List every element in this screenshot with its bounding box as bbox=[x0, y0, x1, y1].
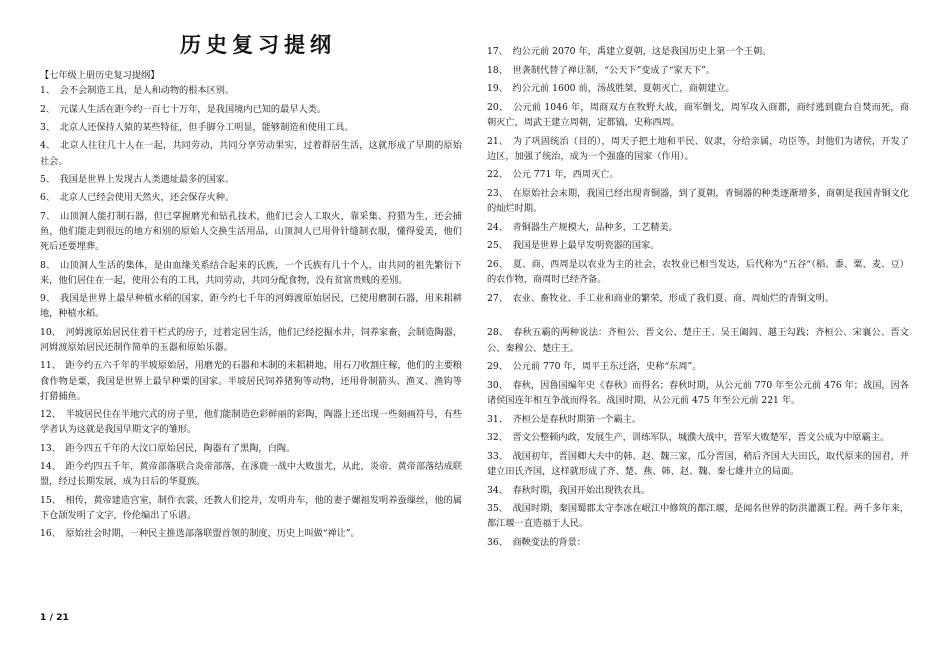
list-item: 19、 约公元前 1600 前，汤战胜桀，夏朝灭亡，商朝建立。 bbox=[487, 83, 735, 95]
list-item: 29、 公元前 770 年，周平王东迁洛，史称“东周”。 bbox=[487, 361, 702, 373]
list-item: 16、 原始社会时期，一种民主推选部落联盟首领的制度，历史上叫做“禅让”。 bbox=[40, 528, 360, 540]
list-item: 26、 夏、商、西周是以农业为主的社会，农牧业已相当发达，后代称为“五谷“（稻、黍、粟、麦、豆）的农作物，商周时已经齐备。 bbox=[487, 258, 909, 286]
right-item-list-a bbox=[487, 44, 909, 306]
list-item: 14、 距今约四五千年，黄帝部落联合炎帝部落，在涿鹿一战中大败蚩尤，从此，炎帝、黄帝部落结成联盟，经过长期发展，成为日后的华夏族。 bbox=[40, 461, 462, 488]
list-item: 31、 齐桓公是春秋时期第一个霸主。 bbox=[487, 413, 642, 425]
list-item: 27、 农业、畜牧业、手工业和商业的繁荣，形成了我们夏、商、周灿烂的青铜文明。 bbox=[487, 292, 835, 304]
list-item: 8、 山顶洞人生活的集体，是由血缘关系结合起来的氏族，一个氏族有几十个人，由共同的祖先繁衍下来，他们居住在一起，使用公有的工具，共同劳动，共同分配食物，没有贫富贵贱的差别。 bbox=[40, 259, 462, 286]
list-item: 13、 距今四五千年的大汶口原始居民，陶器有了黑陶，白陶。 bbox=[40, 442, 296, 454]
list-item: 10、 河姆渡原始居民住着干栏式的房子，过着定居生活，他们已经挖掘水井，饲养家畜，会制造陶器，河姆渡原始居民还制作简单的玉器和原始乐器。 bbox=[40, 326, 462, 353]
list-item: 28、 春秋五霸的两种说法：齐桓公、晋文公、楚庄王、吴王阖闾、越王勾践；齐桓公、宋襄公、晋文公、秦穆公、楚庄王。 bbox=[487, 327, 909, 354]
list-item: 30、 春秋，因鲁国编年史《春秋》而得名；春秋时期，从公元前 770 年至公元前 476 年；战国，因各诸侯国连年相互争战而得名。战国时期，从公元前 475 年至公元前 221 年。 bbox=[487, 379, 909, 406]
list-item: 24、 青铜器生产规模大，品种多，工艺精美。 bbox=[487, 221, 678, 233]
list-item: 21、 为了巩固统治（目的），周天子把土地和平民、奴隶，分给亲属，功臣等，封他们为诸侯，开发了边区，加强了统治，成为一个强盛的国家（作用）。 bbox=[487, 135, 909, 162]
list-item: 7、 山顶洞人能打制石器，但已掌握磨光和钻孔技术，他们已会人工取火，靠采集、狩猎为生，还会捕鱼，他们能走到很远的地方和别的原始人交换生活用品，山顶洞人已用骨针缝制衣服，懂得爱美，他们死后还要埋葬。 bbox=[40, 210, 462, 253]
list-item: 35、 战国时期，秦国蜀郡太守李冰在岷江中修筑的都江堰，是闻名世界的防洪灌溉工程。两千多年来，都江堰一直造福于人民。 bbox=[487, 503, 909, 530]
list-item: 34、 春秋时期，我国开始出现铁农具。 bbox=[487, 484, 651, 496]
list-item: 20、 公元前 1046 年，周商双方在牧野大战，商军倒戈，周军攻入商都，商纣逃到鹿台自焚而死，商朝灭亡，周武王建立周朝，定都镐，史称西周。 bbox=[487, 101, 909, 128]
left-column bbox=[40, 0, 462, 545]
list-item: 15、 相传，黄帝建造宫室，制作衣裳，还教人们挖井，发明舟车，他的妻子嫘祖发明养蚕缫丝，他的属下仓颉发明了文字，伶伦编出了乐谱。 bbox=[40, 494, 462, 521]
list-item: 6、 北京人已经会使用天然火，还会保存火种。 bbox=[40, 192, 235, 204]
list-item: 2、 元谋人生活在距今约一百七十万年，是我国境内已知的最早人类。 bbox=[40, 103, 327, 115]
list-item: 1、 会不会制造工具，是人和动物的根本区别。 bbox=[40, 85, 235, 97]
list-item: 5、 我国是世界上发现古人类遗址最多的国家。 bbox=[40, 173, 235, 185]
right-column bbox=[487, 44, 909, 554]
list-item: 17、 约公元前 2070 年，禹建立夏朝，这是我国历史上第一个王朝。 bbox=[487, 46, 772, 57]
list-item: 11、 距今约五六千年的半坡原始居，用磨光的石器和木制的耒耜耕地，用石刀收割庄稼，他们的主要粮食作物是粟，我国是世界上最早种粟的国家。半坡居民饲养猪狗等动物，还用骨制箭头、渔叉、渔钩等打猎捕鱼。 bbox=[40, 360, 462, 402]
list-item: 18、 世袭制代替了禅让制，“公天下”变成了“家天下”。 bbox=[487, 64, 716, 76]
list-item: 23、 在原始社会末期，我国已经出现青铜器，到了夏朝，青铜器的种类逐渐增多，商朝是我国青铜文化的灿烂时期。 bbox=[487, 187, 909, 215]
list-item: 22、 公元 771 年，西周灭亡。 bbox=[487, 169, 619, 181]
list-item: 25、 我国是世界上最早发明瓷器的国家。 bbox=[487, 240, 660, 252]
list-item: 12、 半坡居民住在半地穴式的房子里，他们能制造色彩鲜丽的彩陶，陶器上还出现一些刻画符号，有些学者认为这就是我国早期文字的雏形。 bbox=[40, 409, 462, 436]
right-item-list-b bbox=[487, 325, 909, 550]
list-item: 3、 北京人还保持人猿的某些特征，但手脚分工明显，能够制造和使用工具。 bbox=[40, 121, 354, 133]
left-item-list bbox=[40, 83, 462, 541]
list-item: 9、 我国是世界上最早种植水稻的国家，距今约七千年的河姆渡原始居民，已使用磨制石器，用来耜耕地，种植水稻。 bbox=[40, 293, 462, 320]
list-item: 32、 晋文公整顿内政，发展生产，训练军队，城濮大战中，晋军大败楚军，晋文公成为中原霸主。 bbox=[487, 432, 890, 444]
page-number: 1 / 21 bbox=[40, 612, 69, 623]
section-subtitle: 【七年级上册历史复习提纲】 bbox=[40, 70, 160, 81]
list-item: 4、 北京人往往几十人在一起，共同劳动，共同分享劳动果实，过着群居生活，这就形成了早期的原始社会。 bbox=[40, 140, 462, 167]
document-title: 历史复习提纲 bbox=[180, 32, 336, 57]
list-item: 36、 商鞅变法的背景： bbox=[487, 536, 586, 548]
section-gap bbox=[487, 309, 909, 325]
list-item: 33、 战国初年，晋国卿大夫中的韩、赵、魏三家，瓜分晋国，稍后齐国大夫田氏，取代原来的国君，并建立田氏齐国，这样就形成了齐、楚、燕、韩、赵、魏、秦七雄并立的局面。 bbox=[487, 450, 909, 477]
